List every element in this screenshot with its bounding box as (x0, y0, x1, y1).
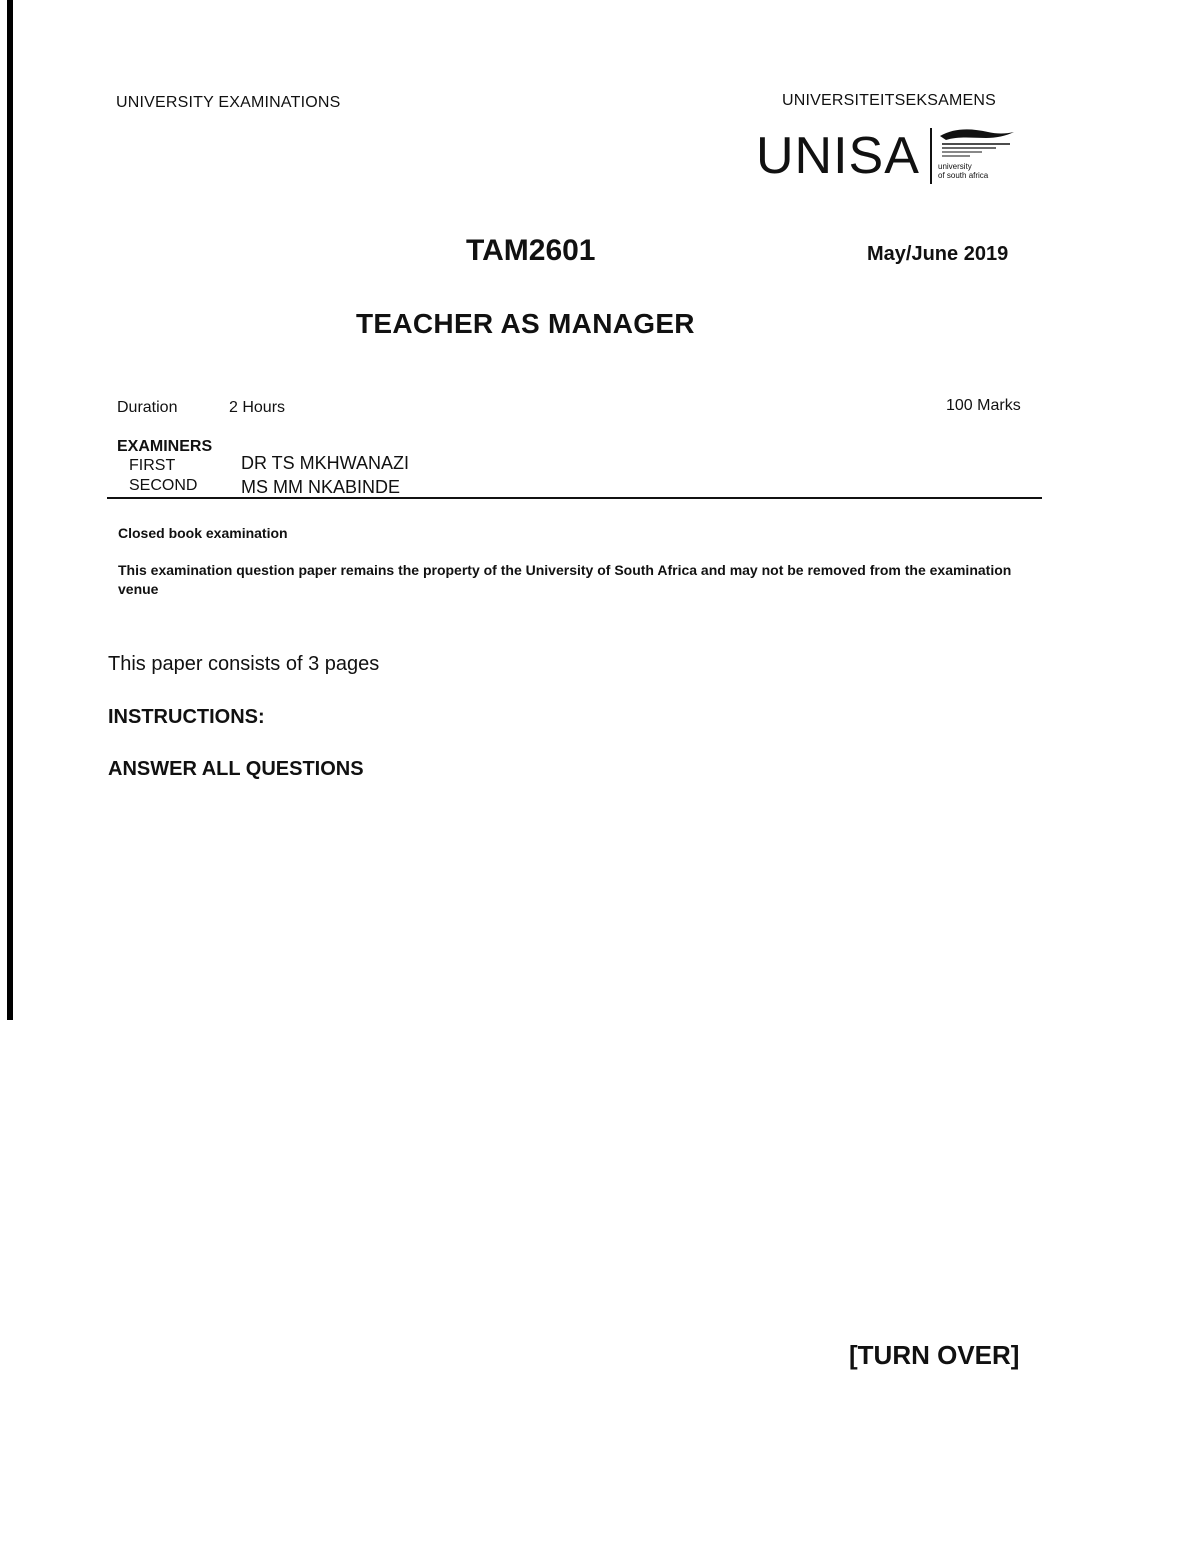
instructions-heading: INSTRUCTIONS: (108, 706, 265, 728)
unisa-logo (756, 124, 1026, 188)
answer-all-instruction: ANSWER ALL QUESTIONS (108, 758, 364, 780)
logo-divider (930, 128, 932, 184)
first-examiner-name: DR TS MKHWANAZI (241, 453, 410, 473)
header-right-text: UNIVERSITEITSEKSAMENS (782, 92, 997, 109)
first-examiner-role: FIRST (129, 457, 176, 474)
examiners-label: EXAMINERS (117, 438, 213, 455)
header-left-text: UNIVERSITY EXAMINATIONS (116, 94, 341, 111)
second-examiner-name: MS MM NKABINDE (241, 477, 401, 497)
duration-label: Duration (117, 399, 178, 416)
turn-over-label: [TURN OVER] (849, 1340, 1020, 1370)
header-divider-line (107, 497, 1042, 499)
total-marks: 100 Marks (946, 397, 1021, 414)
module-title: TEACHER AS MANAGER (356, 308, 695, 339)
logo-wordmark: UNISA (756, 127, 920, 185)
property-notice: This examination question paper remains the property of the University of South Africa and may not be removed from the examination venue (118, 562, 1012, 597)
page-count-note: This paper consists of 3 pages (108, 653, 380, 675)
duration-value: 2 Hours (229, 399, 286, 416)
module-code: TAM2601 (466, 234, 596, 267)
unisa-bird-icon (936, 126, 1016, 160)
scan-edge-bar (7, 0, 13, 1020)
second-examiner-role: SECOND (129, 477, 198, 494)
exam-session: May/June 2019 (867, 243, 1009, 265)
closed-book-note: Closed book examination (118, 525, 288, 541)
logo-tagline: university of south africa (938, 162, 989, 180)
